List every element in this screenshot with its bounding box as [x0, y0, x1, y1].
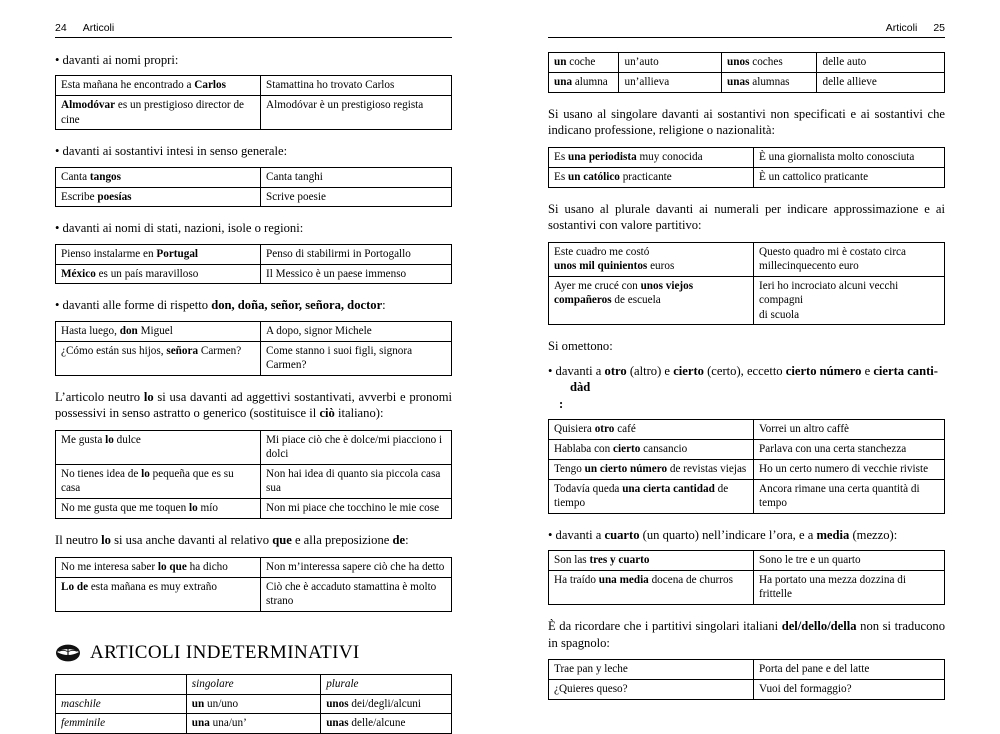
- table-row: [56, 244, 452, 264]
- left-page-body: [55, 52, 452, 612]
- table-row: [56, 341, 452, 375]
- table-cell: Escribe poesías: [56, 187, 261, 207]
- left-bullet-4: • davanti ai nomi di stati, nazioni, isole o regioni:: [55, 221, 304, 236]
- table-cell: Ho un certo numero di vecchie riviste: [754, 459, 945, 479]
- right-table-2: [548, 147, 945, 188]
- table-row: [56, 96, 452, 130]
- right-table-9: [548, 550, 945, 605]
- table-row: [549, 439, 945, 459]
- indeterminativi-table-wrap: [55, 674, 452, 734]
- table-row: [56, 577, 452, 611]
- table-cell: maschile: [56, 694, 187, 714]
- table-cell: Tengo un cierto número de revistas viejas: [549, 459, 754, 479]
- table-row: [549, 459, 945, 479]
- table-cell: Sono le tre e un quarto: [754, 551, 945, 571]
- table-row: [549, 479, 945, 513]
- table-cell: Son las tres y cuarto: [549, 551, 754, 571]
- table-cell: Come stanno i suoi figli, signora Carmen?: [261, 341, 452, 375]
- right-para-5: Si omettono:: [548, 339, 613, 354]
- table-cell: Parlava con una certa stanchezza: [754, 439, 945, 459]
- right-para-1: Si usano al singolare davanti ai sostantivi non specificati e ai sostantivi che indicano professione, religione o nazionalità:: [548, 106, 945, 138]
- table-cell: delle allieve: [817, 72, 945, 92]
- table-cell: Non hai idea di quanto sia piccola casa sua: [261, 465, 452, 499]
- table-row: [549, 680, 945, 700]
- table-cell: un’allieva: [619, 72, 722, 92]
- table-cell: Ancora rimane una certa quantità di tempo: [754, 479, 945, 513]
- table-cell: plurale: [321, 674, 452, 694]
- table-row: [549, 570, 945, 604]
- right-table-4: [548, 242, 945, 326]
- left-table-7: [55, 321, 452, 376]
- table-row: [549, 242, 945, 276]
- table-row: [549, 147, 945, 167]
- table-cell: Me gusta lo dulce: [56, 430, 261, 464]
- table-cell: Scrive poesie: [261, 187, 452, 207]
- left-para-8: L’articolo neutro lo si usa davanti ad aggettivi sostantivati, avverbi e pronomi possessivi in senso astratto o generico (sostituisce il ciò italiano):: [55, 389, 452, 421]
- table-cell: [56, 674, 187, 694]
- table-row: [549, 551, 945, 571]
- table-cell: Esta mañana he encontrado a Carlos: [56, 76, 261, 96]
- table-row: [56, 264, 452, 284]
- running-head-left: [55, 22, 452, 38]
- table-cell: Quisiera otro café: [549, 420, 754, 440]
- right-table-7: [548, 419, 945, 514]
- section-title: ARTICOLI INDETERMINATIVI: [90, 641, 360, 663]
- table-cell: Canta tangos: [56, 167, 261, 187]
- table-row: [56, 167, 452, 187]
- table-cell: Ha traído una media docena de churros: [549, 570, 754, 604]
- left-table-9: [55, 430, 452, 519]
- table-cell: unos coches: [722, 53, 817, 73]
- book-icon: [55, 643, 81, 663]
- table-cell: Hablaba con cierto cansancio: [549, 439, 754, 459]
- left-page: [0, 0, 500, 730]
- table-row: [56, 674, 452, 694]
- table-cell: Todavía queda una cierta cantidad de tiempo: [549, 479, 754, 513]
- indeterminativi-table: [55, 674, 452, 734]
- table-row: [549, 420, 945, 440]
- table-row: [549, 660, 945, 680]
- left-bullet-0: • davanti ai nomi propri:: [55, 53, 179, 67]
- table-cell: Ha portato una mezza dozzina di frittelle: [754, 570, 945, 604]
- table-cell: ¿Cómo están sus hijos, señora Carmen?: [56, 341, 261, 375]
- table-cell: una alumna: [549, 72, 619, 92]
- left-table-11: [55, 557, 452, 612]
- table-cell: Porta del pane e del latte: [754, 660, 945, 680]
- table-row: [56, 76, 452, 96]
- page-number-right: 25: [933, 22, 945, 34]
- table-cell: Este cuadro me costó unos mil quinientos euros: [549, 242, 754, 276]
- table-cell: Hasta luego, don Miguel: [56, 321, 261, 341]
- left-table-5: [55, 244, 452, 285]
- table-cell: Il Messico è un paese immenso: [261, 264, 452, 284]
- table-row: [56, 499, 452, 519]
- table-cell: Stamattina ho trovato Carlos: [261, 76, 452, 96]
- table-cell: delle auto: [817, 53, 945, 73]
- table-cell: Mi piace ciò che è dolce/mi piacciono i dolci: [261, 430, 452, 464]
- table-cell: unas alumnas: [722, 72, 817, 92]
- table-row: [56, 557, 452, 577]
- section-heading-indeterminativi: [55, 642, 452, 664]
- table-cell: Non mi piace che tocchino le mie cose: [261, 499, 452, 519]
- table-row: [549, 167, 945, 187]
- table-cell: È un cattolico praticante: [754, 167, 945, 187]
- table-cell: Es una periodista muy conocida: [549, 147, 754, 167]
- table-cell: unas delle/alcune: [321, 714, 452, 734]
- table-cell: Ayer me crucé con unos viejos compañeros de escuela: [549, 276, 754, 324]
- table-cell: Ieri ho incrociato alcuni vecchi compagni di scuola: [754, 276, 945, 324]
- table-cell: Vorrei un altro caffè: [754, 420, 945, 440]
- table-cell: singolare: [186, 674, 320, 694]
- running-title-right: Articoli: [885, 22, 918, 34]
- table-cell: Lo de esta mañana es muy extraño: [56, 577, 261, 611]
- table-cell: A dopo, signor Michele: [261, 321, 452, 341]
- table-cell: È una giornalista molto conosciuta: [754, 147, 945, 167]
- left-table-1: [55, 75, 452, 130]
- table-row: [56, 694, 452, 714]
- table-cell: un un/uno: [186, 694, 320, 714]
- right-table-0: [548, 52, 945, 93]
- table-cell: Es un católico practicante: [549, 167, 754, 187]
- table-cell: No me gusta que me toquen lo mío: [56, 499, 261, 519]
- table-cell: Pienso instalarme en Portugal: [56, 244, 261, 264]
- right-page-body: [548, 52, 945, 700]
- table-cell: No me interesa saber lo que ha dicho: [56, 557, 261, 577]
- table-cell: Almodóvar è un prestigioso regista: [261, 96, 452, 130]
- table-cell: un’auto: [619, 53, 722, 73]
- table-cell: Non m’interessa sapere ciò che ha detto: [261, 557, 452, 577]
- table-row: [56, 187, 452, 207]
- running-title-left: Articoli: [82, 22, 115, 34]
- table-cell: Questo quadro mi è costato circa millecinquecento euro: [754, 242, 945, 276]
- table-row: [56, 465, 452, 499]
- right-page: [500, 0, 1000, 696]
- right-para-3: Si usano al plurale davanti ai numerali per indicare approssimazione e ai sostantivi con valore partitivo:: [548, 201, 945, 233]
- left-bullet-2: • davanti ai sostantivi intesi in senso generale:: [55, 144, 288, 159]
- table-cell: unos dei/degli/alcuni: [321, 694, 452, 714]
- table-cell: No tienes idea de lo pequeña que es su casa: [56, 465, 261, 499]
- left-table-3: [55, 167, 452, 208]
- left-para-10: Il neutro lo si usa anche davanti al relativo que e alla preposizione de:: [55, 533, 409, 548]
- table-row: [549, 72, 945, 92]
- table-cell: Almodóvar es un prestigioso director de cine: [56, 96, 261, 130]
- running-head-right: [548, 22, 945, 38]
- table-cell: femminile: [56, 714, 187, 734]
- table-cell: Trae pan y leche: [549, 660, 754, 680]
- table-cell: ¿Quieres queso?: [549, 680, 754, 700]
- table-cell: un coche: [549, 53, 619, 73]
- page-number-left: 24: [55, 22, 67, 34]
- right-para-10: È da ricordare che i partitivi singolari italiani del/dello/della non si traducono in spagnolo:: [548, 619, 945, 650]
- table-row: [56, 321, 452, 341]
- table-cell: Canta tanghi: [261, 167, 452, 187]
- right-bullet-8: • davanti a cuarto (un quarto) nell’indicare l’ora, e a media (mezzo):: [548, 527, 898, 542]
- right-bullet-6: • davanti a otro (altro) e cierto (certo), eccetto cierto número e cierta canti- dàd :: [548, 364, 938, 411]
- table-row: [56, 714, 452, 734]
- table-cell: Vuoi del formaggio?: [754, 680, 945, 700]
- right-table-11: [548, 659, 945, 700]
- left-bullet-6: • davanti alle forme di rispetto don, doña, señor, señora, doctor:: [55, 298, 386, 313]
- table-row: [549, 53, 945, 73]
- table-row: [56, 430, 452, 464]
- table-row: [549, 276, 945, 324]
- table-cell: México es un país maravilloso: [56, 264, 261, 284]
- table-cell: Penso di stabilirmi in Portogallo: [261, 244, 452, 264]
- table-cell: una una/un’: [186, 714, 320, 734]
- table-cell: Ciò che è accaduto stamattina è molto strano: [261, 577, 452, 611]
